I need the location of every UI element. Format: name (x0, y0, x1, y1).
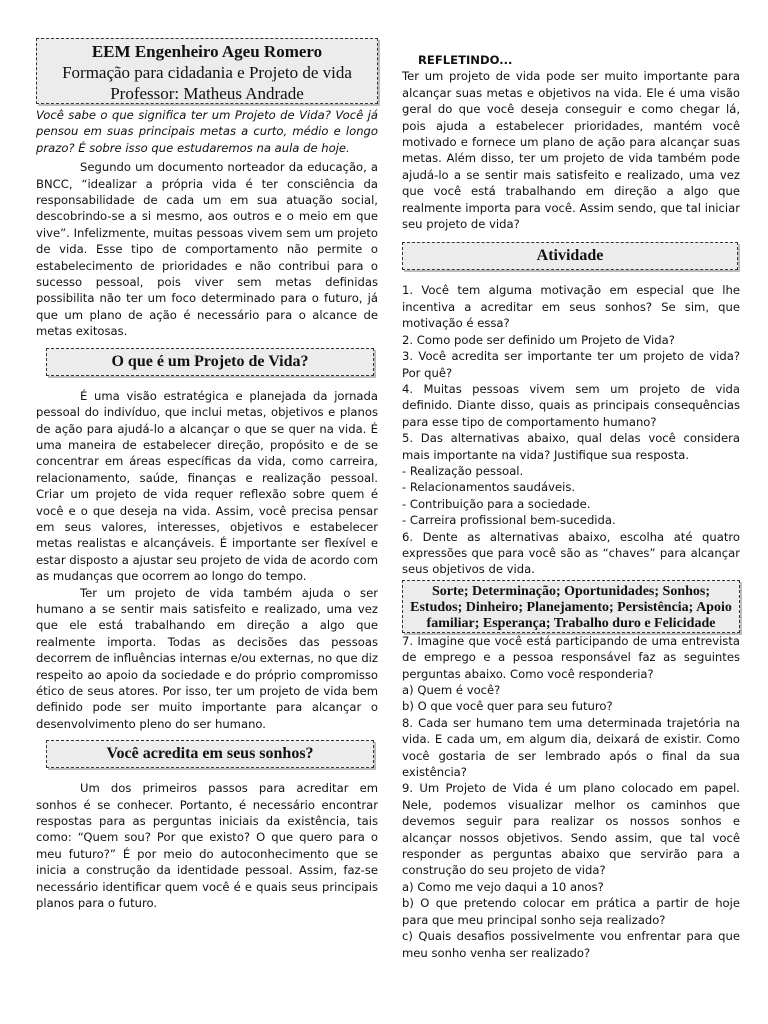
question-list-1 (402, 282, 740, 577)
paragraph-definition: É uma visão estratégica e planejada da jornada pessoal do indivíduo, que inclui metas, objetivos e planos de ação para ajudá-lo a alcançar o que se quer na vida. É uma maneira de estabelecer direção, propósito e de se concentrar em áreas específicas da vida, como carreira, relacionamento, saúde, finanças e realização pessoal. Criar um projeto de vida requer reflexão sobre quem é você e o que deseja na vida. Assim, você precisa pensar em seus valores, interesses, objetivos e estabelecer metas realistas e alcançáveis. É importante ser flexível e estar disposto a ajustar seu projeto de vida de acordo com as mudanças que ocorrem ao longo do tempo. (36, 388, 378, 584)
question-line: - Relacionamentos saudáveis. (402, 480, 576, 495)
keywords-box: Sorte; Determinação; Oportunidades; Sonhos; Estudos; Dinheiro; Planejamento; Persistência; Apoio familiar; Esperança; Trabalho duro e Felicidade (402, 580, 740, 633)
activity-heading: Atividade (402, 242, 738, 270)
question-line: - Contribuição para a sociedade. (402, 496, 591, 511)
question-line: b) O que pretendo colocar em prática a partir de hoje para que meu principal sonho seja realizado? (402, 896, 740, 927)
question-line: 4. Muitas pessoas vivem sem um projeto de vida definido. Diante disso, quais as principais consequências para esse tipo de comportamento humano? (402, 381, 740, 429)
question-line: 6. Dente as alternativas abaixo, escolha até quatro expressões que para você são as “chaves” para alcançar seus objetivos de vida. (402, 529, 740, 577)
question-list-2 (402, 633, 740, 961)
question-line: c) Quais desafios possivelmente vou enfrentar para que meu sonho venha ser realizado? (402, 929, 740, 960)
question-line: a) Quem é você? (402, 683, 501, 697)
paragraph-satisfaction: Ter um projeto de vida também ajuda o ser humano a se sentir mais satisfeito e realizado, uma vez que ele está trabalhando em direção a algo que realmente importa. Todas as decisões das pessoas decorrem de influências internas e/ou externas, no que diz respeito ao apoio da sociedade e do próprio compromisso ético de seus atores. Por isso, ter um projeto de vida bem definido pode ser muito importante para alcançar o desenvolvimento pleno do ser humano. (36, 585, 378, 731)
section-heading-sonhos: Você acredita em seus sonhos? (46, 740, 374, 768)
question-line: - Realização pessoal. (402, 463, 524, 478)
question-line: b) O que você quer para seu futuro? (402, 699, 613, 714)
question-line: a) Como me vejo daqui a 10 anos? (402, 879, 604, 894)
reflect-text: Ter um projeto de vida pode ser muito importante para alcançar suas metas e objetivos na vida. Ele é uma visão geral do que você deseja conseguir e como chegar lá, pois ajuda a estabelecer prioridades, mantém você motivado e fornece um plano de ação para alcançar suas metas. Além disso, ter um projeto de vida também pode ajudá-lo a se sentir mais satisfeito e realizado, uma vez que você está trabalhando em direção a algo que realmente importa para você. Assim sendo, que tal iniciar seu projeto de vida? (402, 69, 740, 232)
intro-question: Você sabe o que significa ter um Projeto de Vida? Você já pensou em suas principais metas a curto, médio e longo prazo? É sobre isso que estudaremos na aula de hoje. (36, 108, 378, 155)
question-line: 9. Um Projeto de Vida é um plano colocado em papel. Nele, podemos visualizar melhor os caminhos que devemos seguir para realizar os nossos sonhos e alcançar nossos objetivos. Sendo assim, que tal você responder as perguntas abaixo que servirão para a construção do seu projeto de vida? (402, 781, 740, 878)
school-name: EEM Engenheiro Ageu Romero (91, 42, 323, 61)
question-line: 2. Como pode ser definido um Projeto de Vida? (402, 332, 675, 347)
teacher-name: Professor: Matheus Andrade (110, 84, 304, 103)
header-box (36, 38, 378, 104)
question-line: 3. Você acredita ser importante ter um projeto de vida? Por quê? (402, 349, 740, 380)
right-column (402, 40, 740, 961)
left-column (36, 38, 378, 911)
course-title: Formação para cidadania e Projeto de vida (62, 63, 352, 82)
question-line: 1. Você tem alguma motivação em especial que lhe incentiva a acreditar em seus sonhos? Se sim, que motivação é essa? (402, 283, 740, 331)
question-line: - Carreira profissional bem-sucedida. (402, 513, 616, 528)
reflect-title: REFLETINDO... (418, 53, 513, 67)
question-line: 8. Cada ser humano tem uma determinada trajetória na vida. E cada um, em algum dia, deixará de existir. Como você gostaria de ser lembrado após o final da sua existência? (402, 715, 740, 780)
section-heading-projeto: O que é um Projeto de Vida? (46, 348, 374, 376)
question-line: 5. Das alternativas abaixo, qual delas você considera mais importante na vida? Justifique sua resposta. (402, 431, 740, 462)
paragraph-bncc: Segundo um documento norteador da educação, a BNCC, “idealizar a própria vida é ter consciência da responsabilidade de cada um em sua atuação social, descobrindo-se a si mesmo, aos outros e o meio em que vive”. Infelizmente, muitas pessoas vivem sem um projeto de vida. Esse tipo de comportamento não permite o estabelecimento de prioridades e não contribui para o sucesso pessoal, pois viver sem metas definidas possibilita não ter um foco determinado para o futuro, já que um plano de ação é necessário para o alcance de metas exitosas. (36, 160, 378, 339)
paragraph-dreams: Um dos primeiros passos para acreditar em sonhos é se conhecer. Portanto, é necessário encontrar respostas para as perguntas iniciais da existência, tais como: “Quem sou? Por que existo? O que quero para o meu futuro?” É por meio do autoconhecimento que se inicia a construção da identidade pessoal. Assim, faz-se necessário identificar quem você é e quais seus principais planos para o futuro. (36, 781, 378, 911)
question-line: 7. Imagine que você está participando de uma entrevista de emprego e a pessoa responsável faz as seguintes perguntas abaixo. Como você responderia? (402, 633, 740, 681)
